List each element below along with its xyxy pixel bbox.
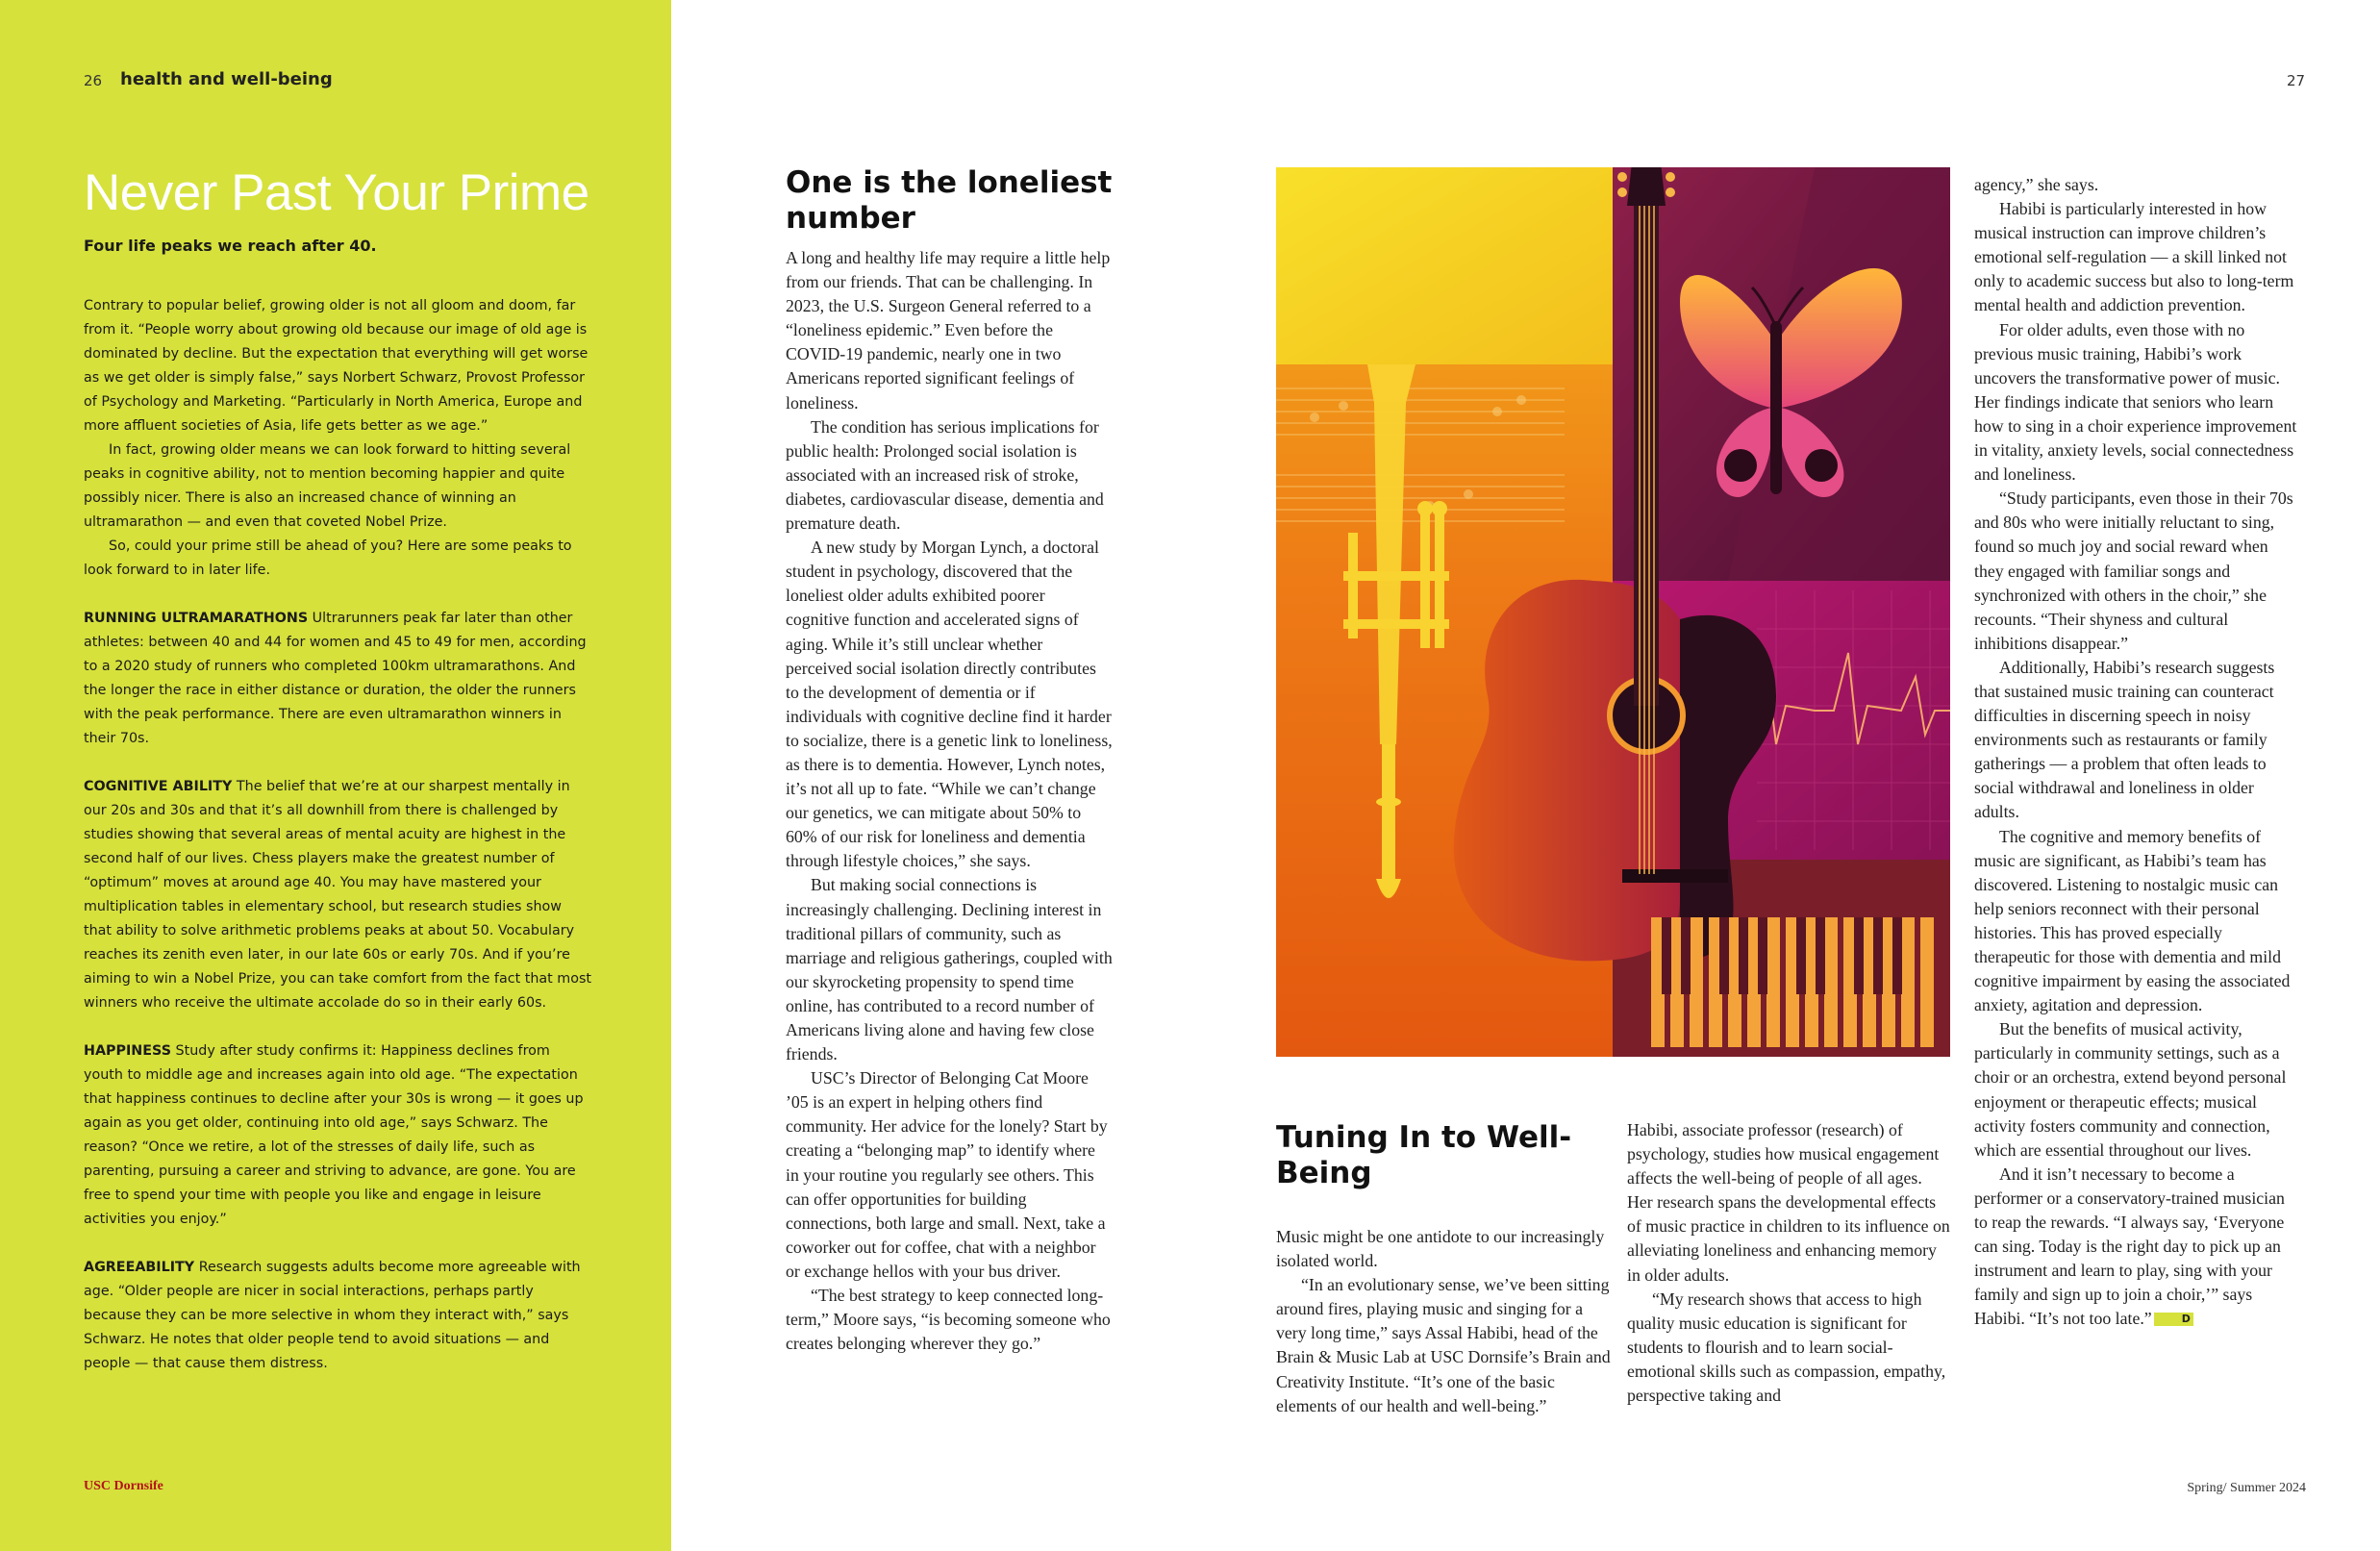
article2-paragraph: Music might be one antidote to our increasingly isolated world.: [1276, 1227, 1605, 1271]
article2-paragraph: [1974, 1163, 2301, 1332]
article1-paragraph: A long and healthy life may require a little help from our friends. That can be challenging. In 2023, the U.S. Surgeon General referred to a “loneliness epidemic.” Even before the COVID-19 pandemic, nearly one in two Americans reported significant feelings of loneliness.: [786, 248, 1111, 413]
article2-paragraph: Additionally, Habibi’s research suggests that sustained music training can counteract difficulties in discerning speech in noisy environments such as restaurants or family gatherings — a problem that often leads to social withdrawal and loneliness in older adults.: [1974, 657, 2275, 822]
sidebar-title: Never Past Your Prime: [84, 164, 589, 221]
article2-paragraph: For older adults, even those with no previous music training, Habibi’s work uncovers the transformative power of music. Her findings indicate that seniors who learn how to sing in a choir experience improvement in vitality, anxiety levels, social connectedness and loneliness.: [1974, 319, 2297, 485]
peak-text: Ultrarunners peak far later than other athletes: between 40 and 44 for women and 45 to 49 for men, according to a 2020 study of runners who completed 100km ultramarathons. And the longer the race in either distance or duration, the older the runners with the peak performance. There are even ultramarathon winners in their 70s.: [84, 611, 587, 746]
article2-paragraph: “Study participants, even those in their 70s and 80s who were initially reluctant to sing, found so much joy and social reward when they engaged with familiar songs and synchronized with others in the choir,” she recounts. “Their shyness and cultural inhibitions disappear.”: [1974, 488, 2293, 653]
article1-headline: One is the loneliest number: [786, 165, 1113, 236]
article2-column-b: [1627, 1118, 1950, 1408]
piano-keys-icon: [1651, 917, 1934, 1047]
publication-logo: USC Dornsife: [84, 1479, 163, 1493]
peak-text: Study after study confirms it: Happiness declines from youth to middle age and increases again into old age. “The expectation that happiness continues to decline after your 30s is wrong — it goes up again as you get older, continuing into old age,” says Schwarz. The reason? “Once we retire, a lot of the stresses of daily life, such as parenting, pursuing a career and striving to advance, are gone. You are free to spend your time with people you like and engage in leisure activities you enjoy.”: [84, 1043, 584, 1227]
article1-paragraph: “The best strategy to keep connected long-term,” Moore says, “is becoming someone who creates belonging wherever they go.”: [786, 1286, 1111, 1354]
peak-heading: HAPPINESS: [84, 1043, 171, 1059]
article1-paragraph: A new study by Morgan Lynch, a doctoral student in psychology, discovered that the loneliest older adults exhibited poorer cognitive function and accelerated signs of aging. While it’s still unclear whether perceived social isolation directly contributes to the development of dementia or if individuals with cognitive decline find it harder to socialize, there is a genetic link to loneliness, as there is to dementia. However, Lynch notes, it’s not all up to fate. “While we can’t change our genetics, we can mitigate about 50% to 60% of our risk for loneliness and dementia through lifestyle choices,” she says.: [786, 538, 1113, 871]
peak-text: The belief that we’re at our sharpest mentally in our 20s and 30s and that it’s all downhill from there is challenged by studies showing that several areas of mental acuity are highest in the second half of our lives. Chess players make the greatest number of “optimum” moves at around age 40. You may have mastered your multiplication tables in elementary school, but research studies show that ability to solve arithmetic problems peaks at about 50. Vocabulary reaches its zenith even later, in our late 60s or early 70s. And if you’re aiming to win a Nobel Prize, you can take comfort from the fact that most winners who receive the ultimate accolade do so in their early 60s.: [84, 779, 592, 1011]
sidebar-intro-paragraph: So, could your prime still be ahead of you? Here are some peaks to look forward to in later life.: [84, 538, 572, 578]
article1-paragraph: But making social connections is increasingly challenging. Declining interest in traditional pillars of community, such as marriage and religious gatherings, coupled with our skyrocketing propensity to spend time online, has contributed to a record number of Americans living alone and having few close friends.: [786, 875, 1113, 1064]
page-number-right: 27: [2287, 72, 2306, 89]
sidebar-panel: [0, 0, 671, 1551]
peak-happiness: [84, 1039, 593, 1232]
sidebar-intro-paragraph: In fact, growing older means we can look forward to hitting several peaks in cognitive ability, not to mention becoming happier and quite possibly nicer. There is also an increased chance of winning an ultramarathon — and even that coveted Nobel Prize.: [84, 442, 571, 530]
article2-column-a: [1276, 1225, 1616, 1418]
issue-label: Spring/ Summer 2024: [2187, 1481, 2306, 1495]
article2-paragraph: The cognitive and memory benefits of music are significant, as Habibi’s team has discovered. Listening to nostalgic music can help seniors reconnect with their personal histories. This has proved especially therapeutic for those with dementia and mild cognitive impairment by easing the associated anxiety, agitation and depression.: [1974, 826, 2291, 1015]
peak-heading: AGREEABILITY: [84, 1260, 195, 1275]
article2-paragraph: Habibi, associate professor (research) of psychology, studies how musical engagement affects the well-being of people of all ages. Her research spans the developmental effects of music practice in children to its influence on alleviating loneliness and enhancing memory in older adults.: [1627, 1120, 1950, 1285]
article2-headline: Tuning In to Well-Being: [1276, 1120, 1572, 1190]
article2-paragraph: “In an evolutionary sense, we’ve been sitting around fires, playing music and singing for a very long time,” says Assal Habibi, head of the Brain & Music Lab at USC Dornsife’s Brain and Creativity Institute. “It’s one of the basic elements of our health and well-being.”: [1276, 1275, 1611, 1415]
peak-text: Research suggests adults become more agreeable with age. “Older people are nicer in social interactions, perhaps partly because they can be more selective in whom they interact with,” says Schwarz. He notes that older people tend to avoid situations — and people — that cause them distress.: [84, 1260, 581, 1371]
peak-ultramarathons: [84, 607, 593, 751]
article2-paragraph: “My research shows that access to high quality music education is significant for students to flourish and to learn social-emotional skills such as compassion, empathy, perspective taking and: [1627, 1288, 1946, 1406]
peak-heading: RUNNING ULTRAMARATHONS: [84, 611, 309, 626]
peak-cognitive-ability: [84, 775, 593, 1015]
music-illustration: [1276, 167, 1950, 1057]
article2-paragraph: Habibi is particularly interested in how musical instruction can improve children’s emotional self-regulation — a skill linked not only to academic success but also to long-term mental health and addiction prevention.: [1974, 199, 2294, 315]
sidebar-intro-paragraph: Contrary to popular belief, growing older is not all gloom and doom, far from it. “People worry about growing old because our image of old age is dominated by decline. But the expectation that everything will get worse as we get older is simply false,” says Norbert Schwarz, Provost Professor of Psychology and Marketing. “Particularly in North America, Europe and more affluent societies of Asia, life gets better as we age.”: [84, 298, 589, 434]
article1-paragraph: The condition has serious implications for public health: Prolonged social isolation is associated with an increased risk of stroke, diabetes, cardiovascular disease, dementia and premature death.: [786, 416, 1104, 534]
article1-paragraph: USC’s Director of Belonging Cat Moore ’05 is an expert in helping others find community. Her advice for the lonely? Start by creating a “belonging map” to identify where in your routine you regularly see others. This can offer opportunities for building connections, both large and small. Next, take a coworker out for coffee, chat with a neighbor or exchange hellos with your bus driver.: [786, 1068, 1108, 1281]
end-mark-icon: D: [2154, 1313, 2193, 1326]
section-label: health and well-being: [120, 69, 333, 89]
sidebar-subtitle: Four life peaks we reach after 40.: [84, 237, 377, 255]
article1-body: [786, 246, 1113, 1356]
article2-paragraph: agency,” she says.: [1974, 175, 2099, 194]
sidebar-body: [84, 294, 593, 1376]
article2-column-c: [1974, 173, 2301, 1332]
peak-agreeability: [84, 1256, 593, 1376]
page-number-left: 26: [84, 72, 103, 89]
peak-heading: COGNITIVE ABILITY: [84, 779, 233, 794]
article2-final-text: And it isn’t necessary to become a performer or a conservatory-trained musician to reap the rewards. “I always say, ‘Everyone can sing. Today is the right day to pick up an instrument and learn to play, sing with your family and sign up to join a choir,’” says Habibi. “It’s not too late.”: [1974, 1163, 2285, 1329]
article2-paragraph: But the benefits of musical activity, particularly in community settings, such as a choir or an orchestra, extend beyond personal enjoyment or therapeutic effects; musical activity fosters community and connection, which are essential throughout our lives.: [1974, 1019, 2287, 1160]
